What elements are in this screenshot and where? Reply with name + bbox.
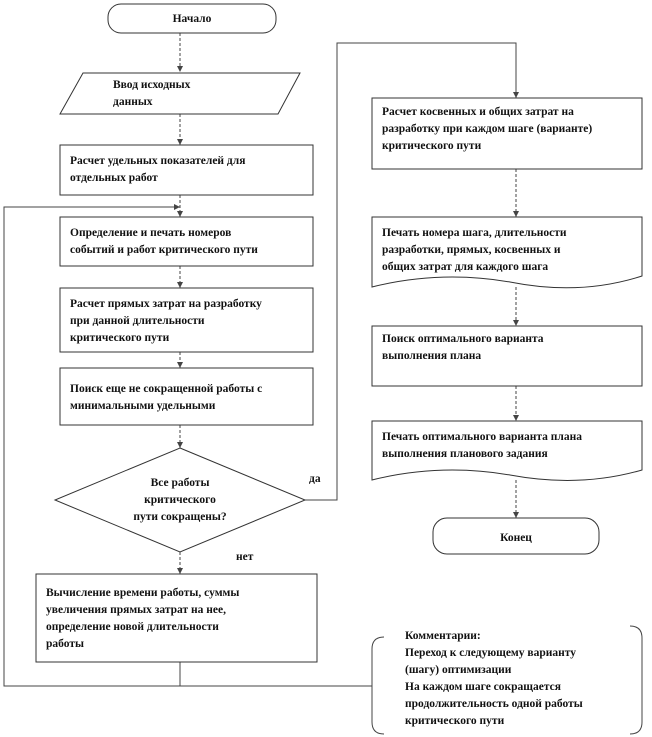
comment-line-3: (шагу) оптимизации [405,664,512,676]
search-min-line-1: Поиск еще не сокращенной работы с [70,383,263,395]
input-node [60,73,300,114]
print-step-line-2: разработки, прямых, косвенных и [382,244,561,256]
calc-direct-line-2: при данной длительности [70,315,205,327]
print-step-text [382,227,567,273]
calc-specific-line-1: Расчет удельных показателей для [70,155,246,167]
compute-time-line-3: определение новой длительности [46,621,219,633]
print-step-node [372,217,642,288]
decision-node [55,448,305,552]
comment-line-6: критического пути [405,715,505,727]
define-print-node [60,217,313,266]
print-optimal-line-2: выполнения планового задания [382,448,548,460]
search-optimal-node [372,326,642,386]
search-optimal-line-2: выполнения плана [382,350,482,362]
compute-time-node [36,574,317,662]
compute-time-line-2: увеличения прямых затрат на нее, [46,604,226,616]
comment-line-5: продолжительность одной работы [405,698,583,710]
end-text [500,532,532,544]
compute-time-line-1: Вычисление времени работы, суммы [46,587,240,599]
end-line-1: Конец [500,532,532,544]
comment-text [405,630,583,727]
decision-line-1: Все работы [150,477,210,489]
print-step-line-3: общих затрат для каждого шага [382,261,549,273]
print-optimal-node [372,421,642,480]
compute-time-line-4: работы [46,638,84,650]
start-text [173,13,212,25]
input-line-1: Ввод исходных [113,79,191,91]
print-step-line-1: Печать номера шага, длительности [382,227,567,239]
calc-direct-line-3: критического пути [70,332,170,344]
define-print-line-1: Определение и печать номеров [70,227,232,239]
calc-direct-line-1: Расчет прямых затрат на разработку [70,298,262,310]
input-line-2: данных [113,96,153,108]
no-label: нет [236,551,254,563]
decision-line-2: критического [144,494,216,506]
calc-indirect-node [372,98,642,169]
calc-indirect-line-3: критического пути [382,140,482,152]
comment-line-4: На каждом шаге сокращается [405,681,561,693]
search-min-line-2: минимальными удельными [70,400,216,412]
search-min-node [60,368,313,425]
end-node [433,518,599,554]
start-line-1: Начало [172,13,212,25]
calc-specific-line-2: отдельных работ [70,172,158,184]
comment-line-2: Переход к следующему варианту [405,647,576,659]
comment-annotation [372,626,642,734]
yes-label: да [309,473,321,485]
decision-line-3: пути сокращены? [133,511,227,523]
search-optimal-line-1: Поиск оптимального варианта [382,333,544,345]
calc-indirect-line-1: Расчет косвенных и общих затрат на [382,106,574,118]
calc-direct-node [60,288,313,352]
define-print-line-2: событий и работ критического пути [70,244,258,256]
print-optimal-line-1: Печать оптимального варианта плана [382,431,583,443]
start-node [108,4,276,33]
calc-indirect-line-2: разработку при каждом шаге (варианте) [382,123,593,135]
comment-line-1: Комментарии: [405,630,481,642]
calc-specific-node [60,145,313,195]
